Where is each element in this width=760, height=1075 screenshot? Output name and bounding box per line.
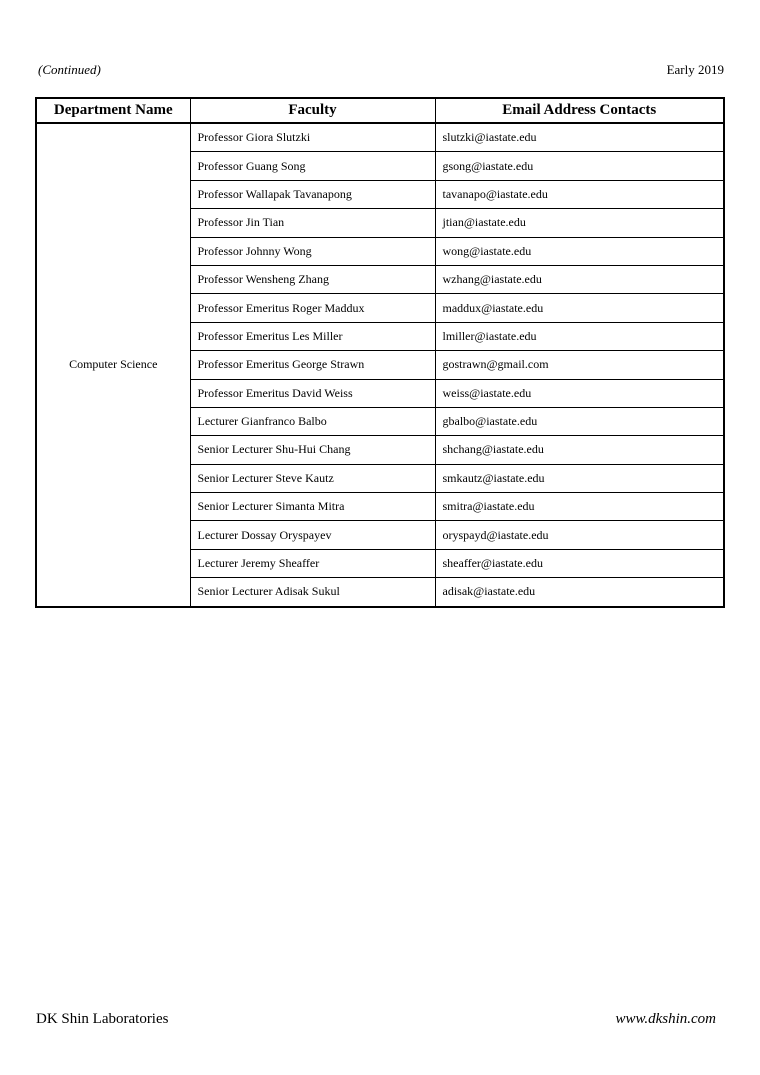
faculty-name-cell: Lecturer Dossay Oryspayev xyxy=(190,521,435,549)
email-cell: lmiller@iastate.edu xyxy=(435,322,724,350)
continued-label: (Continued) xyxy=(38,62,101,77)
email-cell: gsong@iastate.edu xyxy=(435,152,724,180)
email-cell: maddux@iastate.edu xyxy=(435,294,724,322)
faculty-name-cell: Professor Guang Song xyxy=(190,152,435,180)
email-cell: slutzki@iastate.edu xyxy=(435,123,724,152)
email-cell: jtian@iastate.edu xyxy=(435,209,724,237)
email-cell: oryspayd@iastate.edu xyxy=(435,521,724,549)
faculty-name-cell: Professor Emeritus George Strawn xyxy=(190,351,435,379)
faculty-name-cell: Professor Emeritus Roger Maddux xyxy=(190,294,435,322)
email-cell: wzhang@iastate.edu xyxy=(435,265,724,293)
email-cell: smitra@iastate.edu xyxy=(435,493,724,521)
faculty-name-cell: Professor Emeritus Les Miller xyxy=(190,322,435,350)
email-cell: adisak@iastate.edu xyxy=(435,578,724,607)
faculty-name-cell: Lecturer Jeremy Sheaffer xyxy=(190,549,435,577)
faculty-name-cell: Senior Lecturer Adisak Sukul xyxy=(190,578,435,607)
faculty-name-cell: Professor Johnny Wong xyxy=(190,237,435,265)
faculty-name-cell: Professor Wensheng Zhang xyxy=(190,265,435,293)
faculty-name-cell: Lecturer Gianfranco Balbo xyxy=(190,407,435,435)
faculty-name-cell: Professor Jin Tian xyxy=(190,209,435,237)
email-cell: tavanapo@iastate.edu xyxy=(435,180,724,208)
email-cell: wong@iastate.edu xyxy=(435,237,724,265)
email-cell: smkautz@iastate.edu xyxy=(435,464,724,492)
email-cell: sheaffer@iastate.edu xyxy=(435,549,724,577)
faculty-name-cell: Professor Emeritus David Weiss xyxy=(190,379,435,407)
faculty-name-cell: Professor Wallapak Tavanapong xyxy=(190,180,435,208)
faculty-name-cell: Senior Lecturer Shu-Hui Chang xyxy=(190,436,435,464)
email-cell: shchang@iastate.edu xyxy=(435,436,724,464)
footer-company: DK Shin Laboratories xyxy=(36,1011,169,1027)
column-header-email: Email Address Contacts xyxy=(435,98,724,123)
faculty-name-cell: Senior Lecturer Steve Kautz xyxy=(190,464,435,492)
faculty-table xyxy=(35,97,725,608)
faculty-name-cell: Professor Giora Slutzki xyxy=(190,123,435,152)
email-cell: gostrawn@gmail.com xyxy=(435,351,724,379)
table-body xyxy=(36,123,724,607)
email-cell: weiss@iastate.edu xyxy=(435,379,724,407)
table-header-row xyxy=(36,98,724,123)
email-cell: gbalbo@iastate.edu xyxy=(435,407,724,435)
department-name-cell: Computer Science xyxy=(36,123,190,607)
faculty-name-cell: Senior Lecturer Simanta Mitra xyxy=(190,493,435,521)
column-header-faculty: Faculty xyxy=(190,98,435,123)
table-row xyxy=(36,123,724,152)
column-header-department: Department Name xyxy=(36,98,190,123)
footer-website: www.dkshin.com xyxy=(615,1011,716,1027)
date-label: Early 2019 xyxy=(666,62,724,77)
